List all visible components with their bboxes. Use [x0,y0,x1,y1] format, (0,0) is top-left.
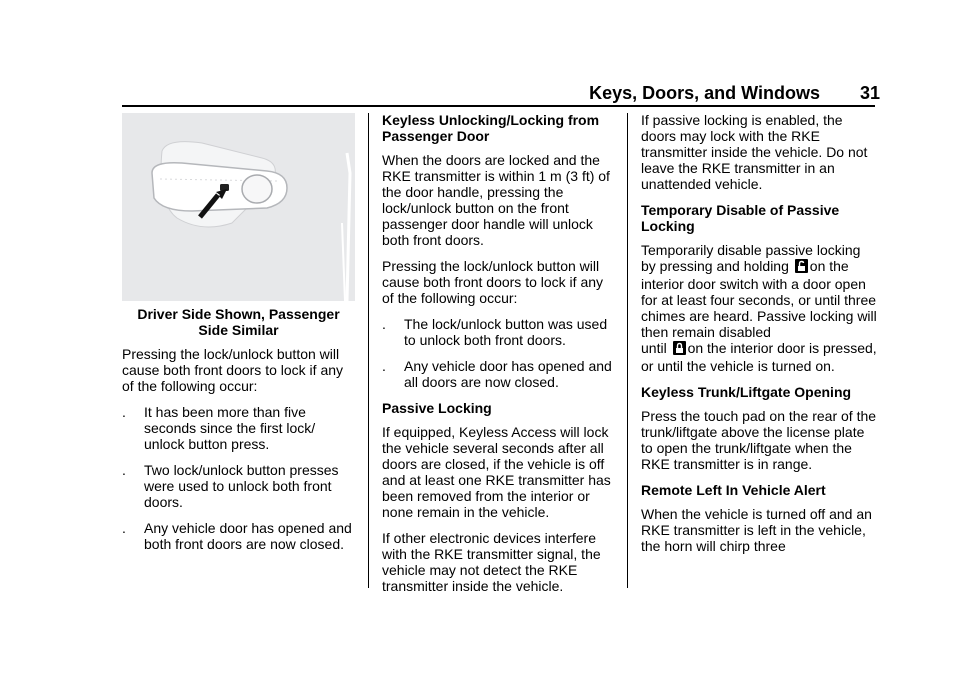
list-item: . Any vehicle door has opened and all doors are now closed. [382,358,612,390]
col3-paragraph-disable: Temporarily disable passive locking by pressing and holding on the interior door switch with a door open for at least four seconds, or until three chimes are heard. Passive locking will then remain disabled until on the interior door is pressed, or until the vehicle is turned on. [641,242,877,374]
col1-intro: Pressing the lock/unlock button will cause both front doors to lock if any of the following occur: [122,346,344,394]
page-number: 31 [859,83,880,103]
col2-paragraph: When the doors are locked and the RKE transmitter is within 1 m (3 ft) of the door handle, pressing the lock/unlock button on the front passenger door handle will unlock both front doors. [382,152,610,248]
col3-paragraph: Press the touch pad on the rear of the trunk/liftgate above the license plate to open the trunk/liftgate when the RKE transmitter is in range. [641,408,877,472]
lock-icon [673,341,686,358]
door-handle-figure [122,113,355,301]
heading-passive-locking: Passive Locking [382,400,492,416]
figure-caption: Driver Side Shown, Passenger Side Similar [137,306,340,338]
col3-paragraph: If passive locking is enabled, the doors may lock with the RKE transmitter inside the vehicle. Do not leave the RKE transmitter in an unattended vehicle. [641,112,868,192]
col3-paragraph: When the vehicle is turned off and an RKE transmitter is left in the vehicle, the horn will chirp three [641,506,872,554]
column-1 [122,346,355,562]
header-rule [122,105,875,107]
col2-paragraph: Pressing the lock/unlock button will cause both front doors to lock if any of the following occur: [382,258,604,306]
column-rule-2 [627,113,628,588]
heading-keyless-trunk: Keyless Trunk/Liftgate Opening [641,384,852,400]
list-item: . It has been more than five seconds since the first lock/ unlock button press. [122,404,316,452]
heading-remote-left-alert: Remote Left In Vehicle Alert [641,482,826,498]
section-title: Keys, Doors, and Windows [589,83,820,103]
column-rule-1 [368,113,369,588]
heading-temporary-disable: Temporary Disable of Passive Locking [641,202,840,234]
list-item: . Two lock/unlock button presses were used to unlock both front doors. [122,462,339,510]
column-3 [641,112,877,564]
heading-keyless-unlocking: Keyless Unlocking/Locking from Passenger Door [382,112,600,144]
col2-paragraph: If equipped, Keyless Access will lock the vehicle several seconds after all doors are closed, if the vehicle is off and at least one RKE transmitter has been removed from the interior or none remain in the vehicle. [382,424,611,520]
unlock-icon [795,259,808,276]
col2-paragraph: If other electronic devices interfere with the RKE transmitter signal, the vehicle may not detect the RKE transmitter inside the vehicle. [382,530,601,594]
list-item: . The lock/unlock button was used to unlock both front doors. [382,316,608,348]
list-item: . Any vehicle door has opened and both front doors are now closed. [122,520,352,552]
column-2 [382,112,614,604]
door-handle-illustration [122,113,355,301]
